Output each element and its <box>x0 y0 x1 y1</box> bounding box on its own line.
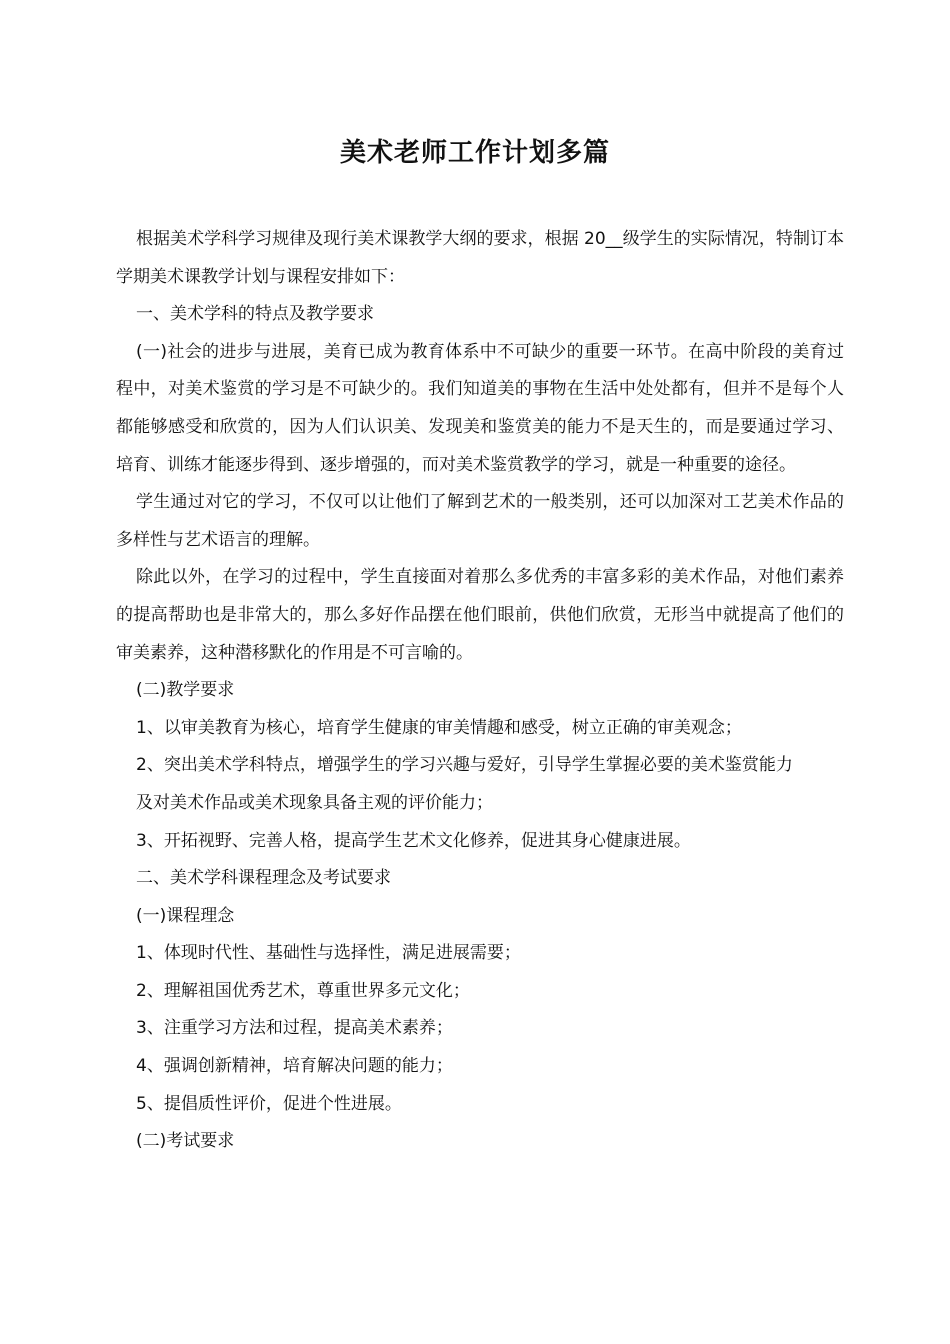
section-heading-2: 二、美术学科课程理念及考试要求 <box>136 868 391 889</box>
list-item-continuation: 及对美术作品或美术现象具备主观的评价能力； <box>136 792 493 813</box>
list-item: 2、突出美术学科特点，增强学生的学习兴趣与爱好，引导学生掌握必要的美术鉴赏能力 <box>136 755 793 776</box>
document-body <box>116 221 844 1161</box>
paragraph: 学生通过对它的学习，不仅可以让他们了解到艺术的一般类别，还可以加深对工艺美术作品的多样性与艺术语言的理解。 <box>116 492 844 550</box>
list-item: 1、体现时代性、基础性与选择性，满足进展需要； <box>136 943 521 964</box>
section-heading-1: 一、美术学科的特点及教学要求 <box>136 304 374 325</box>
paragraph: 除此以外，在学习的过程中，学生直接面对着那么多优秀的丰富多彩的美术作品，对他们素养的提高帮助也是非常大的，那么多好作品摆在他们眼前，供他们欣赏，无形当中就提高了他们的审美素养，这种潜移默化的作用是不可言喻的。 <box>116 567 844 663</box>
list-item: 3、开拓视野、完善人格，提高学生艺术文化修养，促进其身心健康进展。 <box>136 830 691 851</box>
paragraph-intro: 根据美术学科学习规律及现行美术课教学大纲的要求，根据 20__级学生的实际情况，特制订本学期美术课教学计划与课程安排如下： <box>116 229 844 287</box>
subsection-heading-course-concept: (一)课程理念 <box>136 905 235 926</box>
list-item: 4、强调创新精神，培育解决问题的能力； <box>136 1056 453 1077</box>
list-item: 2、理解祖国优秀艺术，尊重世界多元文化； <box>136 980 470 1001</box>
paragraph-subsection-1: (一)社会的进步与进展，美育已成为教育体系中不可缺少的重要一环节。在高中阶段的美育过程中，对美术鉴赏的学习是不可缺少的。我们知道美的事物在生活中处处都有，但并不是每个人都能够感受和欣赏的，因为人们认识美、发现美和鉴赏美的能力不是天生的，而是要通过学习、培育、训练才能逐步得到、逐步增强的，而对美术鉴赏教学的学习，就是一种重要的途径。 <box>116 341 844 475</box>
list-item: 5、提倡质性评价，促进个性进展。 <box>136 1093 402 1114</box>
subsection-heading-teaching-requirements: (二)教学要求 <box>136 680 235 701</box>
list-item: 3、注重学习方法和过程，提高美术素养； <box>136 1018 453 1039</box>
subsection-heading-exam-requirements: (二)考试要求 <box>136 1131 235 1152</box>
list-item: 1、以审美教育为核心，培育学生健康的审美情趣和感受，树立正确的审美观念； <box>136 717 742 738</box>
document-title: 美术老师工作计划多篇 <box>339 138 610 168</box>
